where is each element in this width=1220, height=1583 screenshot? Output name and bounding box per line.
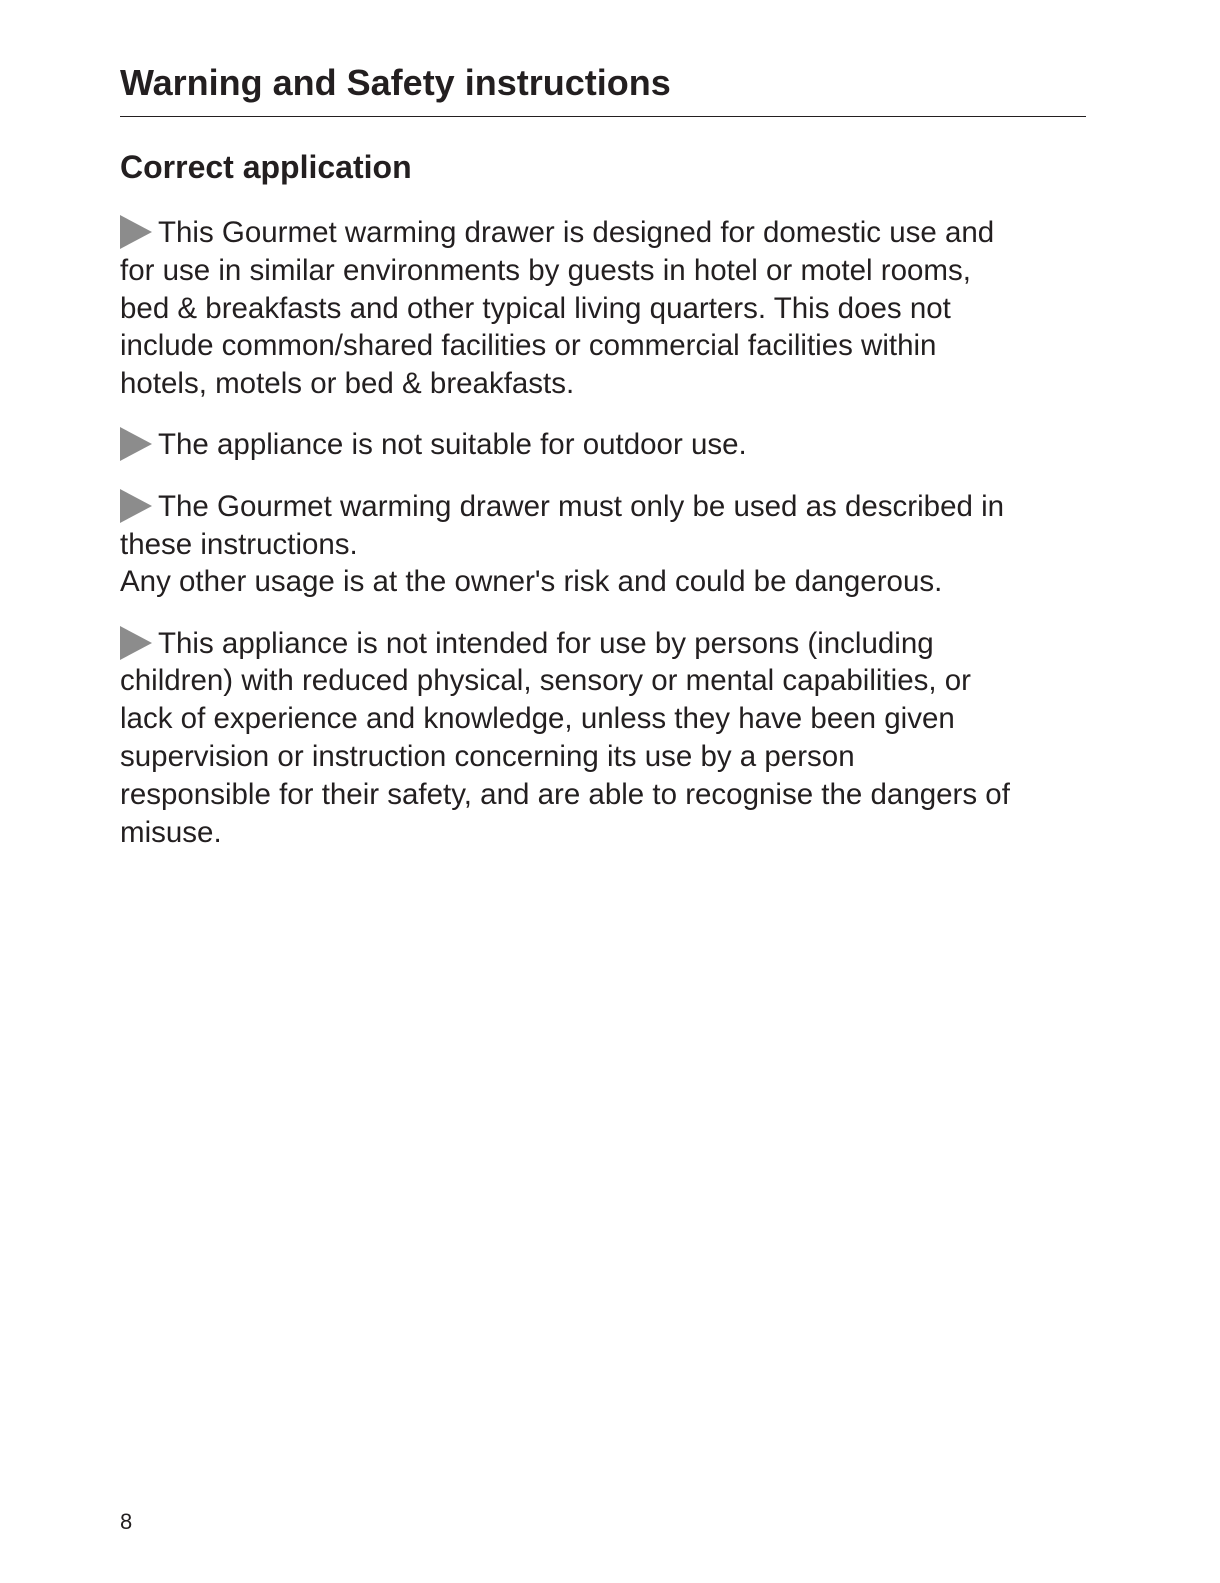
instruction-paragraph <box>120 488 1100 601</box>
instruction-paragraph <box>120 625 1100 852</box>
triangle-right-icon <box>120 215 152 249</box>
instruction-text: The appliance is not suitable for outdoor use. <box>158 428 747 462</box>
page-title: Warning and Safety instructions <box>120 60 1086 117</box>
instruction-paragraph <box>120 426 1100 464</box>
instruction-text: This appliance is not intended for use by persons (including children) with reduced physical, sensory or mental capabilities, or lack of experience and knowledge, unless they have been given supervision or instruction concerning its use by a person responsible for their safety, and are able to recognise the dangers of misuse. <box>120 626 1010 849</box>
triangle-right-icon <box>120 427 152 461</box>
instruction-paragraph <box>120 214 1100 403</box>
instruction-text: The Gourmet warming drawer must only be used as described in these instructions. Any other usage is at the owner's risk and could be dangerous. <box>120 489 1005 599</box>
triangle-right-icon <box>120 489 152 523</box>
instruction-text: This Gourmet warming drawer is designed for domestic use and for use in similar environments by guests in hotel or motel rooms, bed & breakfasts and other typical living quarters. This does not include common/shared facilities or commercial facilities within hotels, motels or bed & breakfasts. <box>120 216 995 401</box>
correct-application-section <box>120 146 1100 875</box>
triangle-right-icon <box>120 626 152 660</box>
section-title: Correct application <box>120 149 412 185</box>
page-number: 8 <box>120 1509 133 1534</box>
page-header <box>120 60 1086 117</box>
